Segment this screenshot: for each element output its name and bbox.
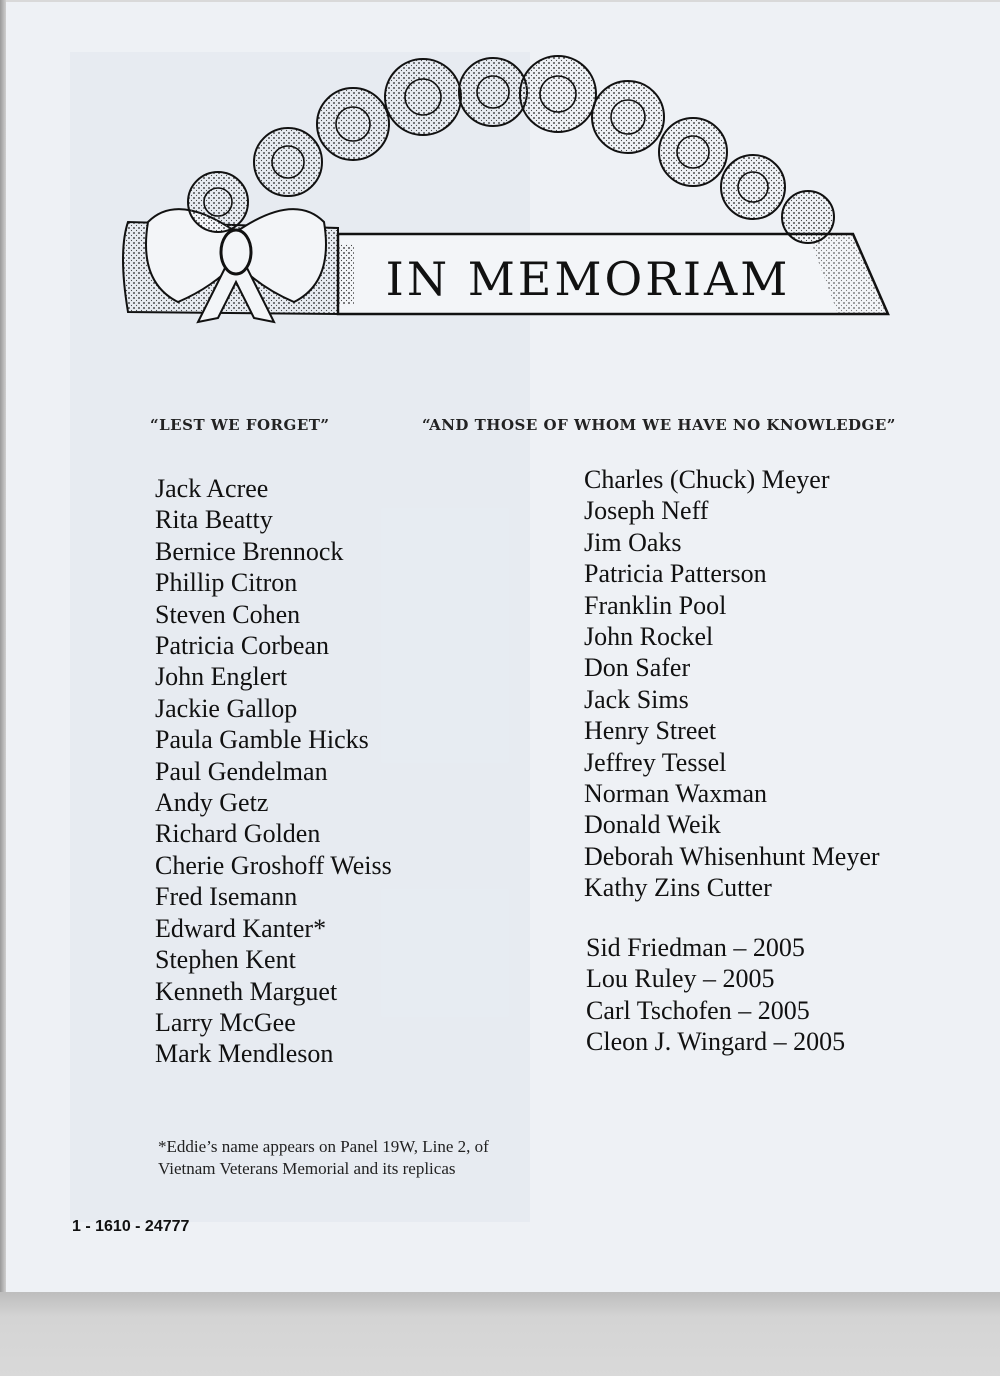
- list-item: Don Safer: [584, 653, 691, 683]
- list-item: Bernice Brennock: [155, 536, 344, 566]
- dated-names-list: [586, 932, 845, 1058]
- right-column-heading: “AND THOSE OF WHOM WE HAVE NO KNOWLEDGE”: [422, 416, 896, 434]
- list-item: Kathy Zins Cutter: [584, 873, 772, 903]
- list-item: Deborah Whisenhunt Meyer: [584, 841, 880, 871]
- footnote-line: *Eddie’s name appears on Panel 19W, Line 2, of: [158, 1137, 489, 1156]
- list-item: John Rockel: [584, 622, 714, 652]
- list-item: Mark Mendleson: [155, 1039, 334, 1069]
- page-title: IN MEMORIAM: [385, 252, 791, 306]
- list-item: Sid Friedman – 2005: [586, 933, 805, 962]
- left-column-heading: “LEST WE FORGET”: [150, 416, 330, 434]
- list-item: Lou Ruley – 2005: [586, 964, 775, 994]
- list-item: Phillip Citron: [155, 568, 298, 598]
- list-item: Rita Beatty: [155, 505, 273, 535]
- list-item: Larry McGee: [155, 1007, 296, 1037]
- list-item: Patricia Patterson: [584, 559, 767, 589]
- list-item: Jack Acree: [155, 474, 269, 503]
- list-item: Henry Street: [584, 716, 717, 746]
- list-item: Joseph Neff: [584, 496, 709, 526]
- list-item: Paula Gamble Hicks: [155, 725, 369, 755]
- list-item: Cleon J. Wingard – 2005: [586, 1027, 846, 1057]
- list-item: Cherie Groshoff Weiss: [155, 850, 392, 880]
- list-item: Jim Oaks: [584, 527, 682, 557]
- list-item: Patricia Corbean: [155, 631, 329, 661]
- list-item: Jackie Gallop: [155, 693, 298, 723]
- list-item: Paul Gendelman: [155, 756, 328, 786]
- list-item: Franklin Pool: [584, 590, 727, 620]
- list-item: Andy Getz: [155, 788, 269, 818]
- list-item: Edward Kanter*: [155, 913, 327, 943]
- left-names-list: [155, 473, 392, 1070]
- list-item: Jack Sims: [584, 684, 689, 714]
- footnote-line: Vietnam Veterans Memorial and its replicas: [158, 1159, 456, 1178]
- right-names-list: [584, 464, 880, 904]
- list-item: Charles (Chuck) Meyer: [584, 465, 830, 494]
- list-item: Steven Cohen: [155, 599, 301, 629]
- list-item: Carl Tschofen – 2005: [586, 995, 810, 1025]
- list-item: Jeffrey Tessel: [584, 747, 727, 777]
- list-item: Richard Golden: [155, 819, 321, 849]
- footnote: [158, 1136, 538, 1180]
- list-item: Stephen Kent: [155, 945, 296, 975]
- list-item: John Englert: [155, 662, 288, 692]
- page-code: 1 - 1610 - 24777: [72, 1218, 190, 1235]
- list-item: Norman Waxman: [584, 779, 767, 809]
- list-item: Donald Weik: [584, 810, 721, 840]
- list-item: Kenneth Marguet: [155, 976, 338, 1006]
- list-item: Fred Isemann: [155, 882, 298, 912]
- page-bottom-margin: [0, 1292, 1000, 1376]
